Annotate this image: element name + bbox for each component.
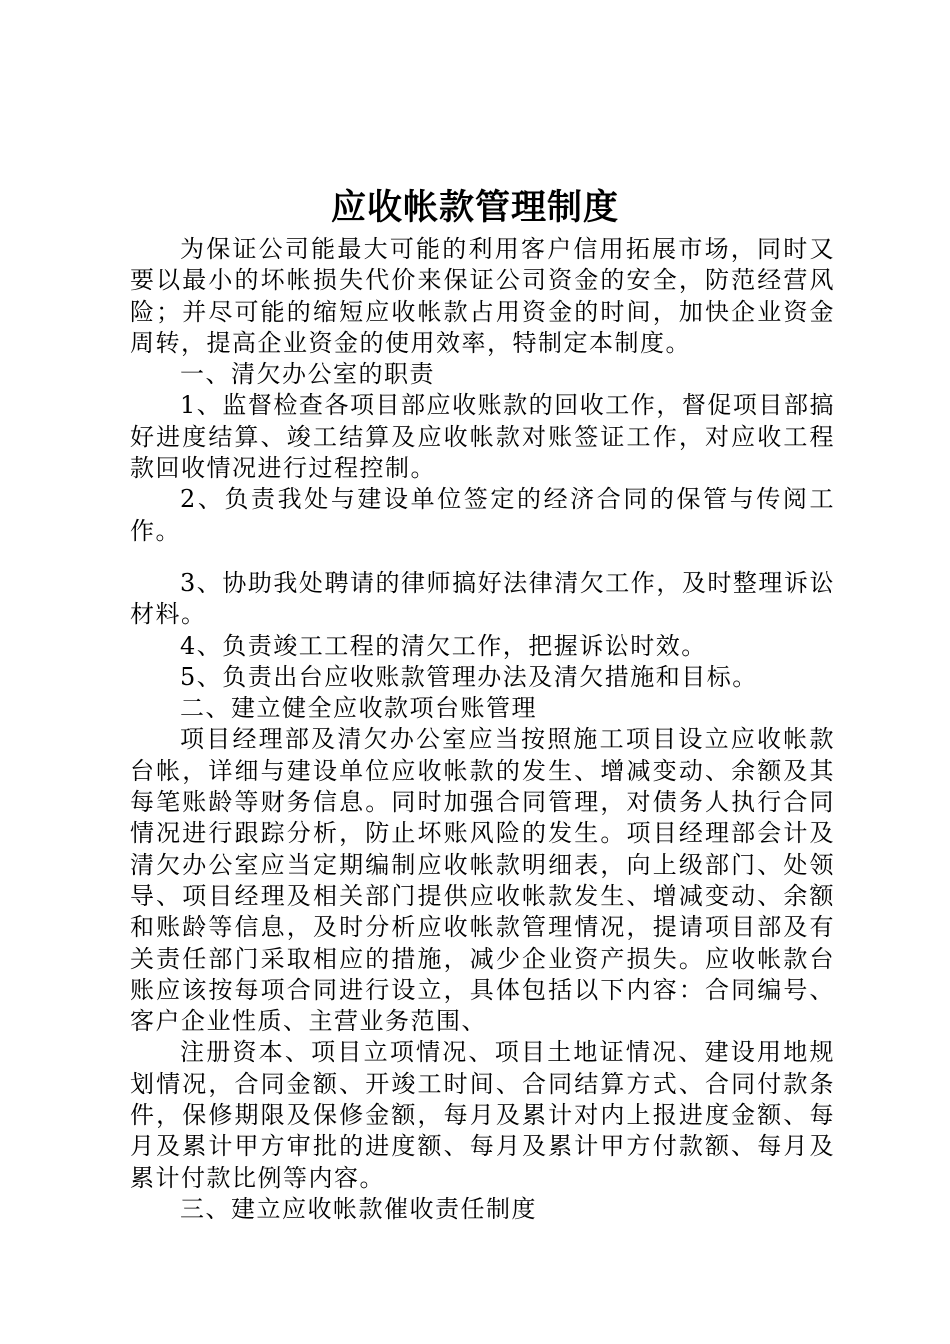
- paragraph-item-4: 4、负责竣工工程的清欠工作，把握诉讼时效。: [180, 631, 707, 660]
- section-heading-1: 一、清欠办公室的职责: [180, 360, 435, 389]
- paragraph-item-1: 1、监督检查各项目部应收账款的回收工作，督促项目部搞好进度结算、竣工结算及应收帐款对账签证工作，对应收工程款回收情况进行过程控制。: [130, 391, 835, 483]
- paragraph-ledger: 项目经理部及清欠办公室应当按照施工项目设立应收帐款台帐，详细与建设单位应收帐款的发生、增减变动、余额及其每笔账龄等财务信息。同时加强合同管理，对债务人执行合同情况进行跟踪分析，防止坏账风险的发生。项目经理部会计及清欠办公室应当定期编制应收帐款明细表，向上级部门、处领导、项目经理及相关部门提供应收帐款发生、增减变动、余额和账龄等信息，及时分析应收帐款管理情况，提请项目部及有关责任部门采取相应的措施，减少企业资产损失。应收帐款台账应该按每项合同进行设立，具体包括以下内容：合同编号、客户企业性质、主营业务范围、: [130, 725, 835, 1036]
- paragraph-ledger-continued: 注册资本、项目立项情况、项目土地证情况、建设用地规划情况，合同金额、开竣工时间、合同结算方式、合同付款条件，保修期限及保修金额，每月及累计对内上报进度金额、每月及累计甲方审批的进度额、每月及累计甲方付款额、每月及累计付款比例等内容。: [130, 1038, 835, 1192]
- document-title: 应收帐款管理制度: [330, 188, 619, 228]
- paragraph-item-3: 3、协助我处聘请的律师搞好法律清欠工作，及时整理诉讼材料。: [130, 568, 835, 629]
- section-heading-3: 三、建立应收帐款催收责任制度: [180, 1194, 537, 1223]
- paragraph-item-2: 2、负责我处与建设单位签定的经济合同的保管与传阅工作。: [130, 485, 835, 545]
- paragraph-intro: 为保证公司能最大可能的利用客户信用拓展市场，同时又要以最小的坏帐损失代价来保证公司资金的安全，防范经营风险；并尽可能的缩短应收帐款占用资金的时间，加快企业资金周转，提高企业资金的使用效率，特制定本制度。: [130, 235, 835, 357]
- paragraph-item-5: 5、负责出台应收账款管理办法及清欠措施和目标。: [180, 662, 758, 691]
- document-body: [130, 234, 835, 1225]
- section-heading-2: 二、建立健全应收款项台账管理: [180, 694, 537, 723]
